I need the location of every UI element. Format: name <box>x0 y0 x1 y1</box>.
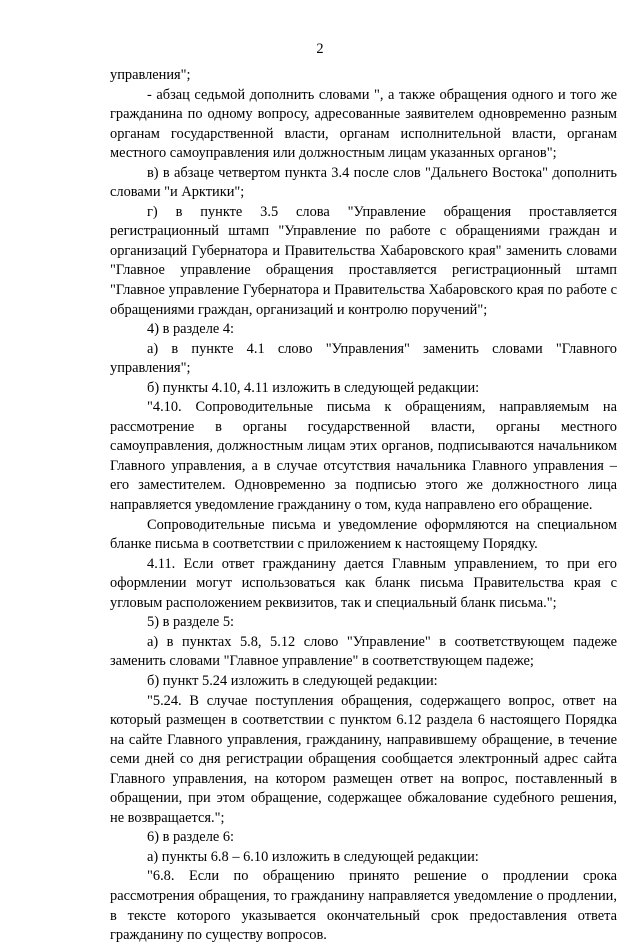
paragraph: а) в пунктах 5.8, 5.12 слово "Управление" в соответствующем падеже заменить словами "Главное управление" в соответствующем падеже; <box>110 633 617 670</box>
paragraph: 6) в разделе 6: <box>147 829 235 846</box>
paragraph: "4.10. Сопроводительные письма к обращениям, направляемым на рассмотрение в органы государственной власти, органы местного самоуправления, должностным лицам этих органов, подписываются начальником Главного управления, а в случае отсутствия начальника Главного управления – его заместителем. Одновременно за подписью этого же должностного лица направляется уведомление гражданину о том, куда направлено его обращение. <box>110 399 617 514</box>
paragraph: "5.24. В случае поступления обращения, содержащего вопрос, ответ на который размещен в соответствии с пунктом 6.12 раздела 6 настоящего Порядка на сайте Главного управления, гражданину, направившему обращение, в течение семи дней со дня регистрации обращения сообщается электронный адрес сайта Главного управления, на котором размещен ответ на вопрос, поставленный в обращении, при этом обращение, содержащее обжалование судебного решения, не возвращается."; <box>110 692 617 826</box>
paragraph: управления"; <box>110 67 191 83</box>
paragraph: Сопроводительные письма и уведомление оформляются на специальном бланке письма в соответствии с приложением к настоящему Порядку. <box>110 516 617 553</box>
paragraph: 5) в разделе 5: <box>147 614 235 631</box>
document-body <box>110 66 617 946</box>
paragraph: 4) в разделе 4: <box>147 321 235 338</box>
paragraph: в) в абзаце четвертом пункта 3.4 после слов "Дальнего Востока" дополнить словами "и Арктики"; <box>110 164 617 201</box>
paragraph: а) пункты 6.8 – 6.10 изложить в следующей редакции: <box>147 848 479 865</box>
paragraph: б) пункты 4.10, 4.11 изложить в следующей редакции: <box>147 379 480 396</box>
paragraph: б) пункт 5.24 изложить в следующей редакции: <box>147 672 438 689</box>
paragraph: - абзац седьмой дополнить словами ", а также обращения одного и того же гражданина по одному вопросу, адресованные заявителем одновременно разным органам государственной власти, органам исполнительной власти, органам местного самоуправления или должностным лицам указанных органов"; <box>110 86 617 162</box>
paragraph: г) в пункте 3.5 слова "Управление обращения проставляется регистрационный штамп "Управление по работе с обращениями граждан и организаций Губернатора и Правительства Хабаровского края" заменить словами "Главное управление обращения проставляется регистрационный штамп "Главное управление Губернатора и Правительства Хабаровского края по работе с обращениями граждан, организаций и контролю поручений"; <box>110 203 617 318</box>
paragraph: "6.8. Если по обращению принято решение о продлении срока рассмотрения обращения, то гражданину направляется уведомление о продлении, в тексте которого указывается окончательный срок предоставления ответа гражданину по существу вопросов. <box>110 868 617 944</box>
paragraph: 4.11. Если ответ гражданину дается Главным управлением, то при его оформлении могут использоваться как бланк письма Правительства края с угловым расположением реквизитов, так и специальный бланк письма."; <box>110 555 617 611</box>
page-number: 2 <box>316 41 324 57</box>
paragraph: а) в пункте 4.1 слово "Управления" заменить словами "Главного управления"; <box>110 340 617 377</box>
